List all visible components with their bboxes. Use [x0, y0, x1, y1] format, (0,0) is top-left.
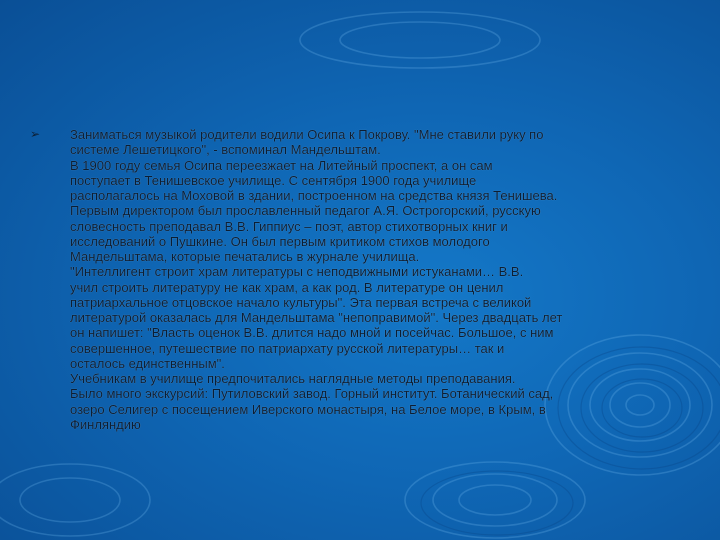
text-line: патриархальное отцовское начало культуры". Эта первая встреча с великой: [70, 294, 532, 310]
text-line: "Интеллигент строит храм литературы с неподвижными истуканами… В.В.: [70, 264, 524, 280]
text-line: осталось единственным".: [70, 355, 225, 371]
text-line: совершенное, путешествие по патриархату русской литературы… так и: [70, 340, 505, 356]
text-line: В 1900 году семья Осипа переезжает на Литейный проспект, а он сам: [70, 157, 493, 173]
text-line: он напишет: "Власть оценок В.В. длится надо мной и посейчас. Большое, с ним: [70, 325, 554, 341]
text-line: Мандельштама, которые печатались в журнале училища.: [70, 249, 420, 264]
text-line: озеро Селигер с посещением Иверского монастыря, на Белое море, в Крым, в: [70, 401, 546, 417]
text-line: учил строить литературу не как храм, а как род. В литературе он ценил: [70, 279, 504, 295]
paragraph: [70, 158, 686, 204]
arrowhead-bullet-icon: ➢: [30, 127, 41, 141]
text-line: располагалось на Моховой в здании, построенном на средства князя Тенишева.: [70, 188, 558, 203]
slide-body-text: [70, 127, 686, 432]
text-line: Заниматься музыкой родители водили Осипа к Покрову. "Мне ставили руку по: [70, 127, 544, 142]
text-line: исследований о Пушкине. Он был первым критиком стихов молодого: [70, 233, 490, 249]
text-line: системе Лешетицкого", - вспоминал Мандельштам.: [70, 142, 381, 158]
text-line: Было много экскурсий: Путиловский завод. Горный институт. Ботанический сад,: [70, 386, 554, 402]
text-line: литературой оказалась для Мандельштама "непоправимой". Через двадцать лет: [70, 310, 563, 325]
text-line: словесность преподавал В.В. Гиппиус – поэт, автор стихотворных книг и: [70, 218, 508, 234]
paragraph: [70, 264, 686, 371]
text-line: Учебникам в училище предпочитались наглядные методы преподавания.: [70, 371, 516, 386]
text-line: Первым директором был прославленный педагог А.Я. Острогорский, русскую: [70, 203, 541, 219]
paragraph: [70, 127, 686, 158]
text-line: Финляндию: [70, 416, 141, 432]
text-line: поступает в Тенишевское училище. С сентября 1900 года училище: [70, 172, 477, 188]
paragraph: [70, 203, 686, 264]
paragraph: [70, 371, 686, 432]
